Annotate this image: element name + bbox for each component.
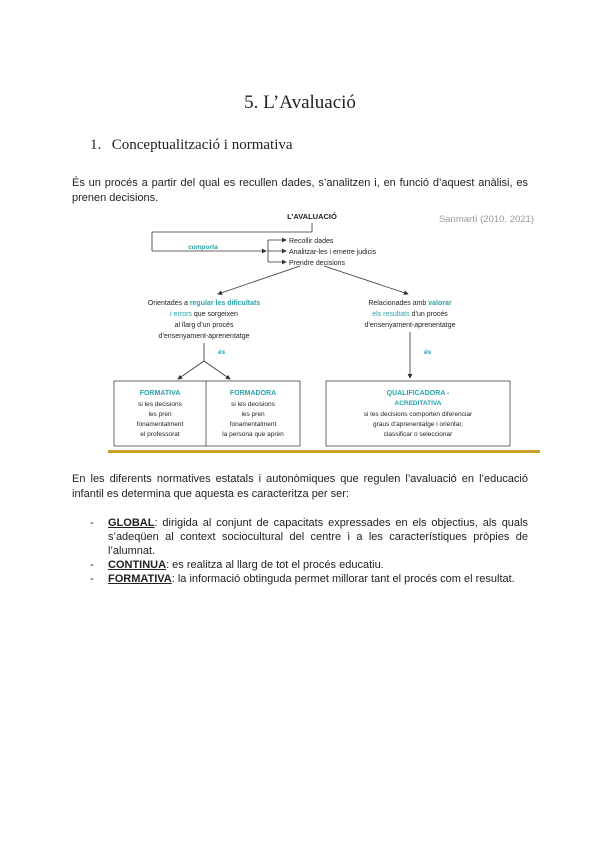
list-item [90, 558, 528, 572]
qualificadora-line-2: graus d’aprenentatge i orientar, [373, 421, 463, 428]
section-heading [90, 137, 293, 154]
formativa-line-4: el professorat [140, 431, 180, 438]
list-item [90, 516, 528, 558]
qualificadora-subtitle: ACREDITATIVA [394, 400, 442, 407]
action-1: Recollir dades [289, 238, 334, 245]
right-branch-line-3: d’ensenyament-aprenentatge [364, 322, 456, 329]
section-number: 1. [90, 137, 102, 153]
formadora-line-4: la persona que aprèn [222, 431, 284, 438]
list-item [90, 572, 528, 586]
right-es-label: és [424, 349, 432, 356]
branch-right-line [324, 266, 408, 294]
qualificadora-line-1: si les decisions comporten diferenciar [363, 411, 473, 418]
list-text: : es realitza al llarg de tot el procés educatiu. [166, 559, 384, 571]
split-left-line [178, 361, 204, 379]
left-es-label: és [218, 349, 226, 356]
qualificadora-line-3: classificar o seleccionar [383, 431, 453, 438]
list-text: : dirigida al conjunt de capacitats expressades en els objectius, als quals s’adeqüen al context sociocultural del centre i a les característiques pròpies de l’alumnat. [108, 517, 528, 557]
list-term: GLOBAL [108, 517, 155, 529]
action-2: Analitzar-les i emetre judicis [289, 249, 377, 256]
qualificadora-title: QUALIFICADORA - [386, 390, 450, 397]
characteristics-list [90, 516, 528, 586]
page-title: 5. L’Avaluació [244, 92, 356, 113]
left-branch-line-2: i errors que sorgeixen [170, 311, 238, 318]
left-branch-line-4: d’ensenyament-aprenentatge [158, 333, 250, 340]
right-branch-line-1: Relacionades amb valorar [368, 300, 452, 307]
section-heading-text: Conceptualització i normativa [111, 137, 293, 153]
formadora-line-2: les pren [241, 411, 265, 418]
list-term: FORMATIVA [108, 573, 172, 585]
list-text: : la informació obtinguda permet millorar tant el procés com el resultat. [171, 573, 515, 585]
intro-paragraph: És un procés a partir del qual es recullen dades, s’analitzen i, en funció d’aquest anàlisi, es prenen decisions. [72, 177, 528, 204]
formativa-line-3: fonamentalment [136, 421, 184, 428]
left-branch-line-3: al llarg d’un procés [174, 322, 234, 329]
list-dash: - [90, 559, 94, 571]
evaluation-diagram [108, 206, 540, 456]
list-dash: - [90, 573, 94, 585]
diagram-root: L’AVALUACIÓ [287, 212, 337, 221]
right-branch-line-2: els resultats d’un procés [372, 311, 448, 318]
formativa-line-1: si les decisions [138, 401, 182, 408]
formadora-title: FORMADORA [229, 390, 277, 397]
comporta-label: comporta [188, 244, 218, 251]
list-term: CONTINUA [108, 559, 167, 571]
diagram-citation: Sanmartí (2010, 2021) [438, 214, 534, 225]
action-3: Prendre decisions [289, 260, 346, 267]
normative-paragraph: En les diferents normatives estatals i autonòmiques que regulen l’avaluació en l’educació infantil es determina que aquesta es caracteritza per ser: [72, 473, 528, 500]
diagram-gold-rule [108, 450, 540, 453]
branch-left-line [218, 266, 300, 294]
formativa-line-2: les pren [148, 411, 172, 418]
split-right-line [204, 361, 230, 379]
formativa-title: FORMATIVA [139, 390, 181, 397]
list-dash: - [90, 517, 94, 529]
formadora-line-3: fonamentalment [229, 421, 277, 428]
left-branch-line-1: Orientades a regular les dificultats [147, 300, 261, 307]
formadora-line-1: si les decisions [231, 401, 275, 408]
